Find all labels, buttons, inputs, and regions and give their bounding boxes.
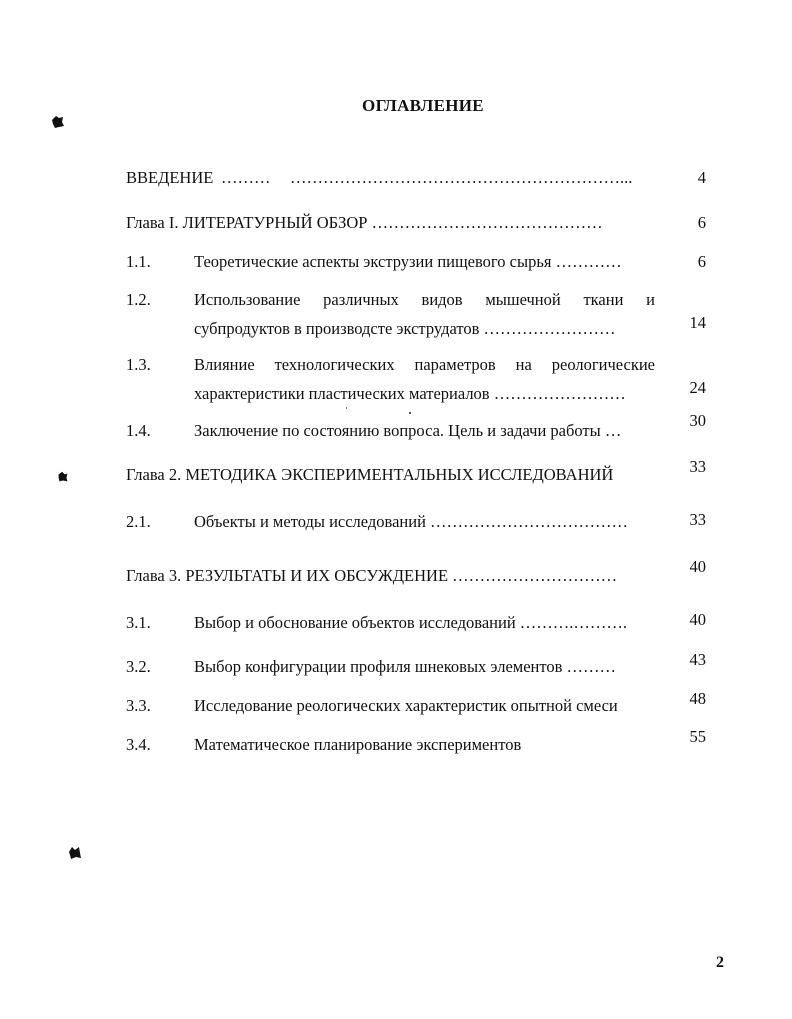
toc-s3-3-page: 48 — [689, 689, 706, 708]
toc-intro-dots-b: ……………………………………………………... — [290, 168, 633, 187]
toc-intro-label: ВВЕДЕНИЕ — [126, 168, 214, 187]
toc-chapter3-page: 40 — [689, 557, 706, 576]
toc-s1-4-page: 30 — [689, 411, 706, 430]
toc-s2-1-page: 33 — [689, 510, 706, 529]
toc-s3-1-text: Выбор и обоснование объектов исследований ……….………. — [194, 613, 628, 632]
toc-s3-2-page: 43 — [689, 650, 706, 669]
scan-blot-icon — [56, 470, 70, 484]
toc-s1-3-num: 1.3. — [126, 355, 151, 374]
toc-s3-4-text: Математическое планирование экспериментов — [194, 735, 522, 754]
toc-s1-1-text: Теоретические аспекты экструзии пищевого сырья ………… — [194, 252, 622, 271]
toc-s1-2-line2: субпродуктов в производсте экструдатов …………………… — [194, 319, 616, 338]
toc-s3-1-num: 3.1. — [126, 613, 151, 632]
toc-s3-2-num: 3.2. — [126, 657, 151, 676]
toc-s1-2-line1: Использование различных видов мышечной ткани и — [194, 290, 655, 309]
toc-intro-page: 4 — [697, 168, 706, 187]
toc-s1-2-page: 14 — [689, 313, 706, 332]
toc-s3-4-num: 3.4. — [126, 735, 151, 754]
toc-s3-2-text: Выбор конфигурации профиля шнековых элементов ……… — [194, 657, 617, 676]
toc-s1-4-text: Заключение по состоянию вопроса. Цель и задачи работы … — [194, 421, 622, 440]
toc-s3-3-num: 3.3. — [126, 696, 151, 715]
toc-s3-4-page: 55 — [689, 727, 706, 746]
toc-s1-3-line1: Влияние технологических параметров на реологические — [194, 355, 655, 374]
toc-s3-3-text: Исследование реологических характеристик опытной смеси — [194, 696, 618, 715]
toc-chapter3-label: Глава 3. РЕЗУЛЬТАТЫ И ИХ ОБСУЖДЕНИЕ ………………………… — [126, 566, 618, 585]
toc-s1-4-num: 1.4. — [126, 421, 151, 440]
toc-s1-1-page: 6 — [697, 252, 706, 271]
toc-s2-1-num: 2.1. — [126, 512, 151, 531]
toc-intro-dots-a: ……… — [221, 168, 271, 187]
toc-chapter1-label: Глава I. ЛИТЕРАТУРНЫЙ ОБЗОР …………………………………… — [126, 213, 603, 232]
page-number: 2 — [716, 954, 724, 971]
toc-chapter2-page: 33 — [689, 457, 706, 476]
toc-s2-1-text: Объекты и методы исследований ……………………………… — [194, 512, 629, 531]
toc-s3-1-page: 40 — [689, 610, 706, 629]
toc-s1-3-line2: характеристики пластических материалов …………………… — [194, 384, 626, 403]
scan-blot-icon — [67, 845, 83, 861]
toc-s1-2-num: 1.2. — [126, 290, 151, 309]
toc-chapter1-page: 6 — [697, 213, 706, 232]
scan-speck — [346, 407, 347, 409]
toc-s1-1-num: 1.1. — [126, 252, 151, 271]
page-title: ОГЛАВЛЕНИЕ — [362, 96, 484, 115]
toc-chapter2-label: Глава 2. МЕТОДИКА ЭКСПЕРИМЕНТАЛЬНЫХ ИССЛЕДОВАНИЙ — [126, 465, 614, 484]
scan-blot-icon — [50, 114, 66, 130]
toc-s1-3-page: 24 — [689, 378, 706, 397]
scan-speck — [409, 412, 411, 414]
